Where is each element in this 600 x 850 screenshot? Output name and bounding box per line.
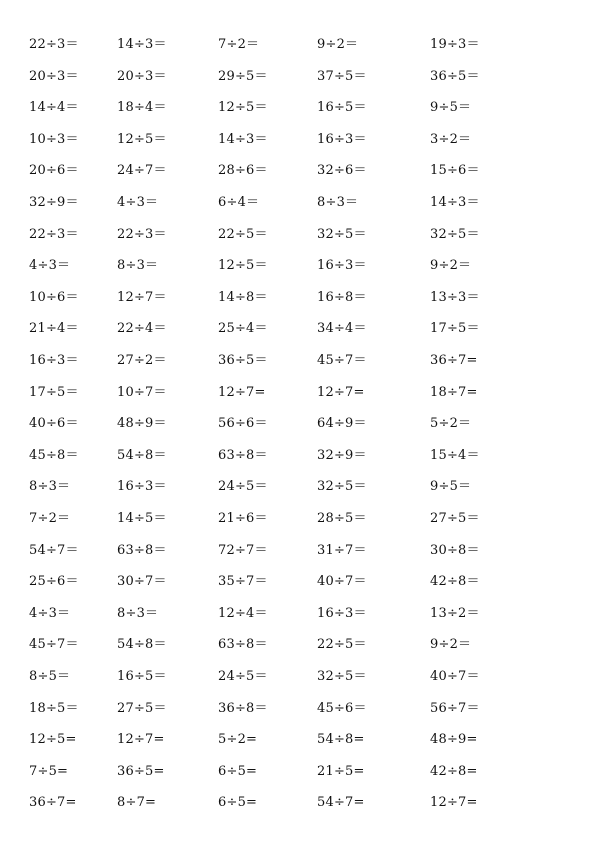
division-problem: 9÷2＝ <box>430 258 472 274</box>
problem-row <box>0 130 600 150</box>
division-problem: 8÷3＝ <box>117 605 159 621</box>
division-problem: 48÷9= <box>430 732 478 748</box>
division-problem: 17÷5＝ <box>430 321 480 337</box>
division-problem: 36÷5＝ <box>218 353 268 368</box>
division-problem: 54÷8＝ <box>117 447 167 463</box>
division-problem: 22÷3＝ <box>29 37 79 52</box>
division-problem: 21÷6＝ <box>218 511 268 526</box>
division-problem: 12÷7= <box>317 384 365 400</box>
division-problem: 6÷4＝ <box>218 195 260 210</box>
problem-row <box>0 730 600 750</box>
division-problem: 6÷5= <box>218 763 258 779</box>
division-problem: 35÷7＝ <box>218 574 268 590</box>
division-problem: 36÷7= <box>29 795 77 811</box>
division-problem: 9÷2＝ <box>317 37 359 52</box>
division-problem: 32÷9＝ <box>29 195 79 210</box>
division-problem: 24÷5＝ <box>218 669 268 684</box>
problem-row <box>0 541 600 561</box>
division-problem: 7÷2＝ <box>29 511 71 526</box>
division-problem: 42÷8= <box>430 763 478 779</box>
division-problem: 45÷7＝ <box>317 353 367 368</box>
problem-row <box>0 67 600 87</box>
division-problem: 22÷5＝ <box>218 226 268 242</box>
division-problem: 36÷5= <box>117 763 165 779</box>
problem-row <box>0 509 600 529</box>
division-problem: 40÷7＝ <box>430 669 480 684</box>
division-problem: 54÷7= <box>317 795 365 811</box>
problem-row <box>0 193 600 213</box>
division-problem: 8÷7= <box>117 795 157 811</box>
division-problem: 14÷3＝ <box>117 37 167 52</box>
division-problem: 36÷5＝ <box>430 68 480 84</box>
division-problem: 20÷3＝ <box>29 68 79 84</box>
problem-row <box>0 604 600 624</box>
problem-row <box>0 635 600 655</box>
division-problem: 10÷7＝ <box>117 384 167 400</box>
problem-row <box>0 225 600 245</box>
division-problem: 14÷8＝ <box>218 289 268 305</box>
problem-row <box>0 477 600 497</box>
division-problem: 9÷5＝ <box>430 479 472 495</box>
division-problem: 32÷5＝ <box>317 479 367 495</box>
division-problem: 21÷5= <box>317 763 365 779</box>
division-problem: 19÷3＝ <box>430 37 480 52</box>
division-problem: 17÷5＝ <box>29 384 79 400</box>
division-problem: 27÷5＝ <box>430 511 480 526</box>
division-problem: 22÷3＝ <box>117 226 167 242</box>
division-problem: 34÷4＝ <box>317 321 367 337</box>
division-problem: 54÷8= <box>317 732 365 748</box>
division-problem: 4÷3＝ <box>29 605 71 621</box>
division-problem: 24÷5＝ <box>218 479 268 495</box>
division-problem: 14÷5＝ <box>117 511 167 526</box>
division-problem: 12÷4＝ <box>218 605 268 621</box>
problem-row <box>0 288 600 308</box>
division-problem: 40÷7＝ <box>317 574 367 590</box>
division-problem: 28÷5＝ <box>317 511 367 526</box>
division-problem: 32÷5＝ <box>317 226 367 242</box>
division-problem: 13÷2＝ <box>430 605 480 621</box>
division-problem: 20÷6＝ <box>29 163 79 179</box>
division-problem: 14÷3＝ <box>218 131 268 147</box>
division-problem: 12÷5＝ <box>218 258 268 274</box>
division-problem: 63÷8＝ <box>218 447 268 463</box>
division-problem: 7÷2＝ <box>218 37 260 52</box>
division-problem: 32÷6＝ <box>317 163 367 179</box>
division-problem: 16÷8＝ <box>317 289 367 305</box>
division-problem: 15÷4＝ <box>430 447 480 463</box>
division-problem: 14÷3＝ <box>430 195 480 210</box>
problem-row <box>0 35 600 55</box>
division-problem: 8÷3＝ <box>117 258 159 274</box>
division-problem: 8÷3＝ <box>317 195 359 210</box>
division-problem: 5÷2= <box>218 732 258 748</box>
division-problem: 24÷7＝ <box>117 163 167 179</box>
division-problem: 21÷4＝ <box>29 321 79 337</box>
division-problem: 16÷3＝ <box>29 353 79 368</box>
division-problem: 6÷5= <box>218 795 258 811</box>
division-problem: 48÷9＝ <box>117 416 167 432</box>
division-problem: 54÷8＝ <box>117 637 167 653</box>
division-problem: 8÷5＝ <box>29 669 71 684</box>
division-problem: 16÷3＝ <box>117 479 167 495</box>
division-problem: 14÷4＝ <box>29 100 79 116</box>
division-problem: 9÷2＝ <box>430 637 472 653</box>
division-problem: 31÷7＝ <box>317 542 367 558</box>
division-problem: 32÷5＝ <box>430 226 480 242</box>
problem-row <box>0 351 600 371</box>
division-problem: 22÷3＝ <box>29 226 79 242</box>
division-problem: 37÷5＝ <box>317 68 367 84</box>
division-problem: 18÷5＝ <box>29 700 79 716</box>
division-problem: 4÷3＝ <box>117 195 159 210</box>
division-problem: 15÷6＝ <box>430 163 480 179</box>
division-problem: 36÷7= <box>430 353 478 368</box>
division-problem: 32÷5＝ <box>317 669 367 684</box>
problem-row <box>0 572 600 592</box>
division-problem: 13÷3＝ <box>430 289 480 305</box>
division-problem: 25÷4＝ <box>218 321 268 337</box>
division-problem: 7÷5= <box>29 763 69 779</box>
division-problem: 72÷7＝ <box>218 542 268 558</box>
division-problem: 10÷3＝ <box>29 131 79 147</box>
division-problem: 10÷6＝ <box>29 289 79 305</box>
division-problem: 4÷3＝ <box>29 258 71 274</box>
division-problem: 63÷8＝ <box>218 637 268 653</box>
division-problem: 18÷4＝ <box>117 100 167 116</box>
division-problem: 16÷3＝ <box>317 131 367 147</box>
division-problem: 12÷5= <box>29 732 77 748</box>
division-problem: 42÷8＝ <box>430 574 480 590</box>
problem-row <box>0 414 600 434</box>
division-problem: 40÷6＝ <box>29 416 79 432</box>
division-problem: 56÷6＝ <box>218 416 268 432</box>
problem-row <box>0 446 600 466</box>
division-problem: 25÷6＝ <box>29 574 79 590</box>
division-problem: 45÷7＝ <box>29 637 79 653</box>
problem-row <box>0 793 600 813</box>
problem-row <box>0 383 600 403</box>
division-problem: 27÷2＝ <box>117 353 167 368</box>
division-problem: 12÷7＝ <box>117 289 167 305</box>
division-problem: 36÷8＝ <box>218 700 268 716</box>
division-problem: 5÷2＝ <box>430 416 472 432</box>
division-problem: 22÷5＝ <box>317 637 367 653</box>
division-problem: 12÷7= <box>218 384 266 400</box>
division-problem: 30÷7＝ <box>117 574 167 590</box>
division-problem: 18÷7= <box>430 384 478 400</box>
division-problem: 32÷9＝ <box>317 447 367 463</box>
division-problem: 12÷7= <box>430 795 478 811</box>
division-problem: 8÷3＝ <box>29 479 71 495</box>
division-problem: 9÷5＝ <box>430 100 472 116</box>
division-problem: 64÷9＝ <box>317 416 367 432</box>
division-problem: 29÷5＝ <box>218 68 268 84</box>
problem-row <box>0 161 600 181</box>
division-problem: 28÷6＝ <box>218 163 268 179</box>
division-problem: 12÷5＝ <box>218 100 268 116</box>
division-problem: 16÷5＝ <box>117 669 167 684</box>
problem-row <box>0 256 600 276</box>
division-problem: 63÷8＝ <box>117 542 167 558</box>
division-problem: 30÷8＝ <box>430 542 480 558</box>
problem-row <box>0 699 600 719</box>
division-problem: 54÷7＝ <box>29 542 79 558</box>
division-problem: 3÷2＝ <box>430 131 472 147</box>
division-problem: 27÷5＝ <box>117 700 167 716</box>
division-problem: 22÷4＝ <box>117 321 167 337</box>
problem-row <box>0 667 600 687</box>
division-problem: 45÷8＝ <box>29 447 79 463</box>
division-problem: 16÷3＝ <box>317 605 367 621</box>
division-problem: 45÷6＝ <box>317 700 367 716</box>
division-problem: 16÷3＝ <box>317 258 367 274</box>
problem-row <box>0 762 600 782</box>
division-problem: 56÷7＝ <box>430 700 480 716</box>
problem-row <box>0 319 600 339</box>
division-problem: 20÷3＝ <box>117 68 167 84</box>
division-problem: 12÷7= <box>117 732 165 748</box>
division-problem: 16÷5＝ <box>317 100 367 116</box>
division-problem: 12÷5＝ <box>117 131 167 147</box>
problem-row <box>0 98 600 118</box>
